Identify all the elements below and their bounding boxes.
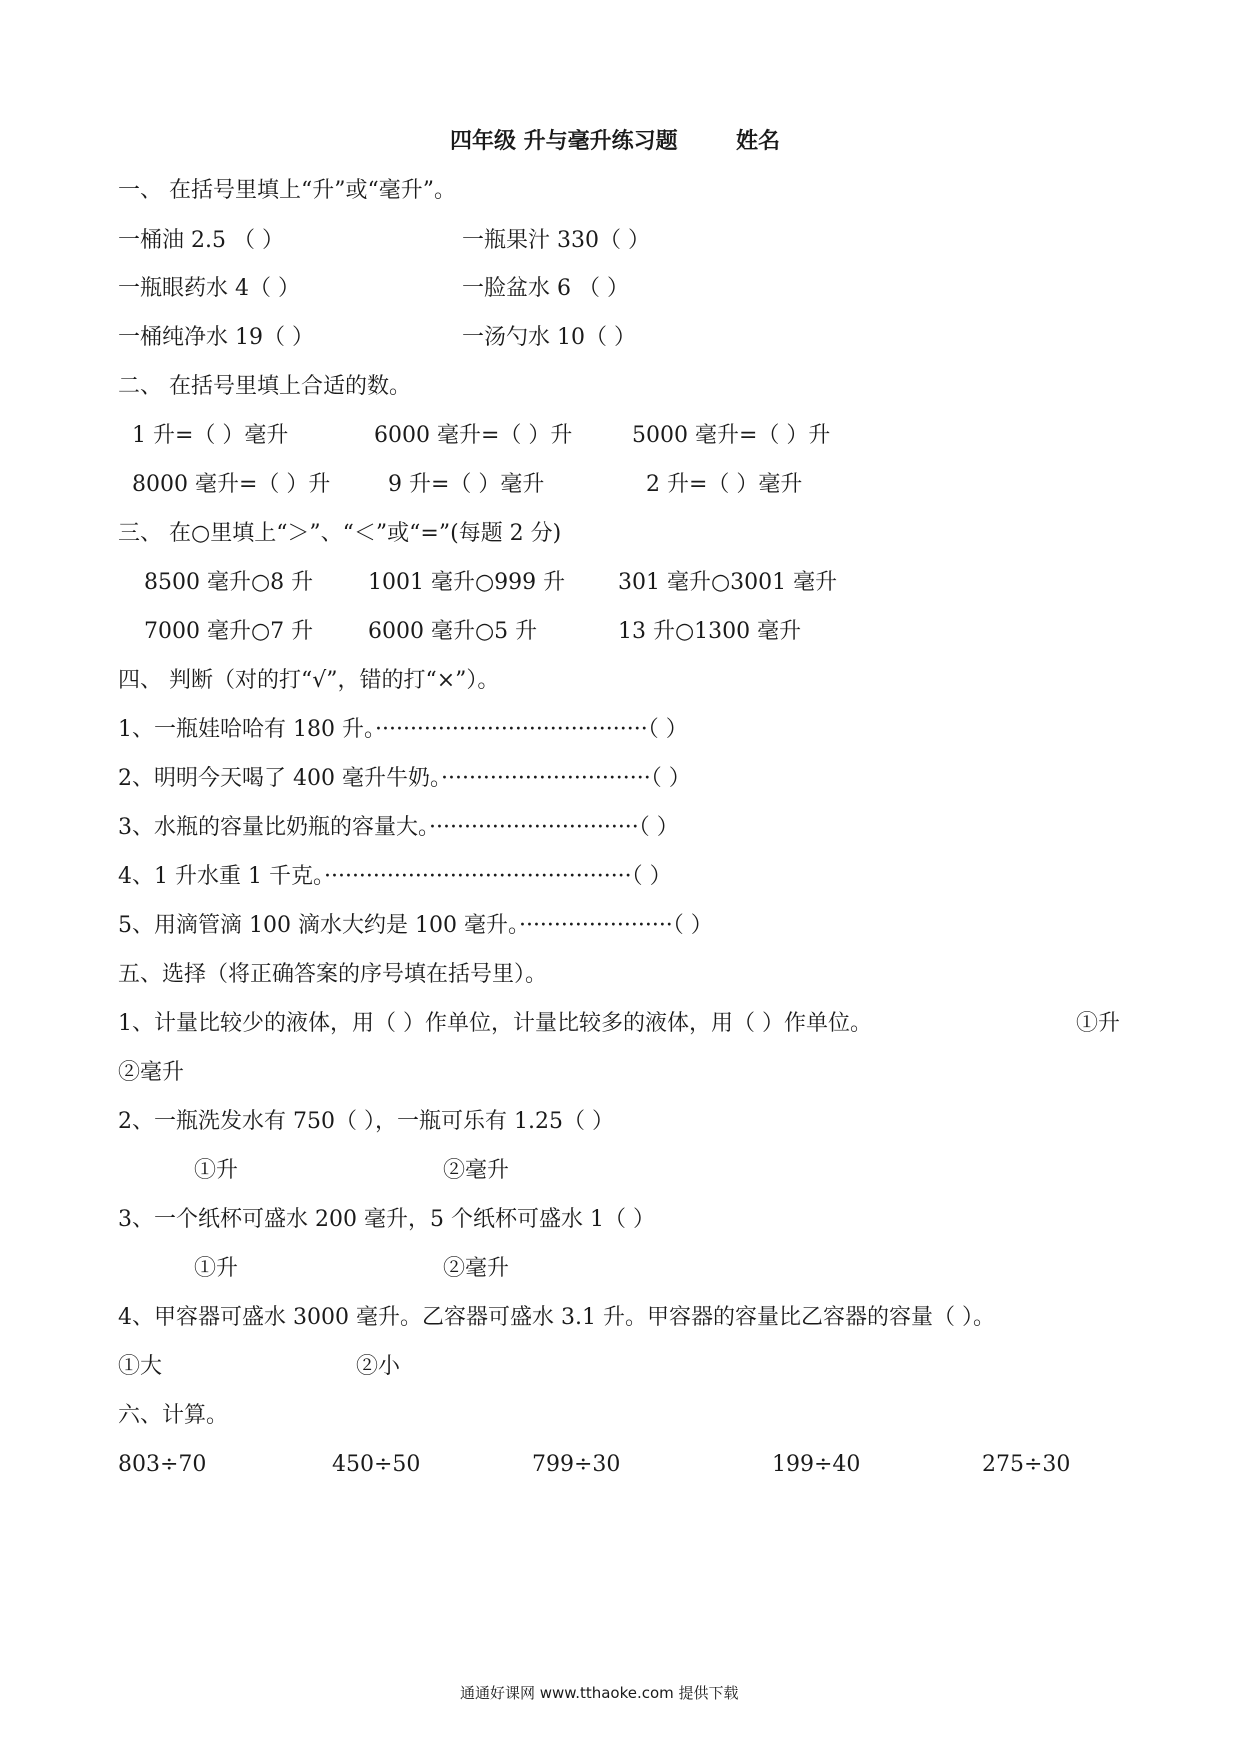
calc-item: 275÷30: [982, 1452, 1071, 1477]
s3-item: 1001 毫升○999 升: [368, 570, 566, 595]
s1-item: 一瓶果汁 330（ ）: [462, 228, 650, 253]
s1-item: 一桶油 2.5 （ ）: [118, 228, 284, 253]
choice-option: ①大: [118, 1354, 163, 1379]
section-1-heading: 一、 在括号里填上“升”或“毫升”。: [118, 178, 456, 203]
choice-option: ②小: [356, 1354, 401, 1379]
calc-item: 803÷70: [118, 1452, 207, 1477]
s2-item: 2 升=（ ）毫升: [646, 472, 803, 497]
s3-item: 13 升○1300 毫升: [618, 619, 802, 644]
calc-item: 199÷40: [772, 1452, 861, 1477]
choice-option: ①升: [194, 1158, 239, 1183]
choice-q1-option: ①升: [1076, 1011, 1121, 1036]
choice-q1: 1、计量比较少的液体，用（ ）作单位，计量比较多的液体，用（ ）作单位。: [118, 1011, 872, 1036]
choice-q3: 3、一个纸杯可盛水 200 毫升，5 个纸杯可盛水 1（ ）: [118, 1207, 655, 1232]
choice-q4: 4、甲容器可盛水 3000 毫升。乙容器可盛水 3.1 升。甲容器的容量比乙容器的容量（ ）。: [118, 1305, 995, 1330]
s3-item: 6000 毫升○5 升: [368, 619, 538, 644]
worksheet-title: 四年级 升与毫升练习题: [450, 129, 678, 154]
choice-option: ①升: [194, 1256, 239, 1281]
footer-text: 通通好课网 www.tthaoke.com 提供下载: [460, 1684, 739, 1702]
s1-item: 一桶纯净水 19（ ）: [118, 325, 314, 350]
judge-item: 2、明明今天喝了 400 毫升牛奶。······························（ ）: [118, 766, 691, 791]
s3-item: 7000 毫升○7 升: [144, 619, 314, 644]
choice-option: ②毫升: [443, 1256, 510, 1281]
calc-item: 450÷50: [332, 1452, 421, 1477]
section-4-heading: 四、 判断（对的打“√”，错的打“×”）。: [118, 668, 500, 693]
judge-item: 4、1 升水重 1 千克。············································（ ）: [118, 864, 672, 889]
choice-q1-option: ②毫升: [118, 1060, 185, 1085]
s2-item: 8000 毫升=（ ）升: [132, 472, 331, 497]
s3-item: 8500 毫升○8 升: [144, 570, 314, 595]
calc-item: 799÷30: [532, 1452, 621, 1477]
judge-item: 1、一瓶娃哈哈有 180 升。·······································（ ）: [118, 717, 688, 742]
section-2-heading: 二、 在括号里填上合适的数。: [118, 374, 411, 399]
name-label: 姓名: [736, 129, 781, 154]
section-5-heading: 五、选择（将正确答案的序号填在括号里）。: [118, 962, 548, 987]
s1-item: 一汤勺水 10（ ）: [462, 325, 636, 350]
section-3-heading: 三、 在○里填上“＞”、“＜”或“=”(每题 2 分): [118, 521, 562, 546]
section-6-heading: 六、计算。: [118, 1403, 229, 1428]
s2-item: 1 升=（ ）毫升: [132, 423, 289, 448]
judge-item: 3、水瓶的容量比奶瓶的容量大。······························（ ）: [118, 815, 679, 840]
judge-item: 5、用滴管滴 100 滴水大约是 100 毫升。······················（ ）: [118, 913, 713, 938]
choice-q2: 2、一瓶洗发水有 750（ ），一瓶可乐有 1.25（ ）: [118, 1109, 614, 1134]
s1-item: 一瓶眼药水 4（ ）: [118, 276, 300, 301]
s3-item: 301 毫升○3001 毫升: [618, 570, 838, 595]
s2-item: 9 升=（ ）毫升: [388, 472, 545, 497]
s1-item: 一脸盆水 6 （ ）: [462, 276, 629, 301]
s2-item: 6000 毫升=（ ）升: [374, 423, 573, 448]
s2-item: 5000 毫升=（ ）升: [632, 423, 831, 448]
choice-option: ②毫升: [443, 1158, 510, 1183]
